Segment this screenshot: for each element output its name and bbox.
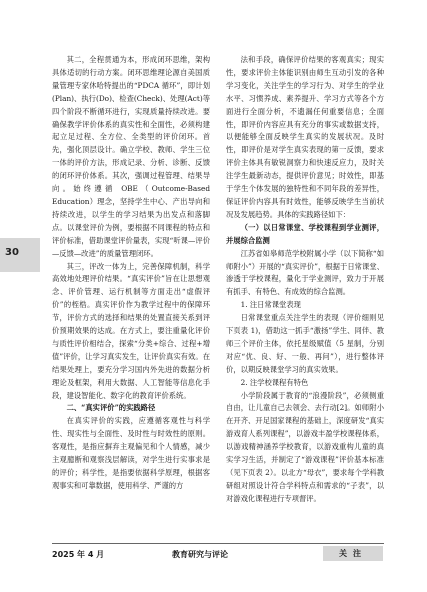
journal-name: 教育研究与评论	[172, 549, 228, 559]
paragraph: 小学阶段属于教育的“浪漫阶段”，必须侧重自由，让儿童自己去领会、去行动[2]。如师附小在开齐、开足国家课程的基础上，深度研发“真实游戏育人系列课程”，以游戏丰盈学校课程体系，以游戏精神涵养学校教育，以游戏重构儿童的真实学习生活，并制定了“游戏课程”评价基本标准（见下页表 2）。以北方“母衣”，要求每个学科教研组对照设计符合学科特点和需求的“子表”，以对游戏化课程进行专项督评。	[226, 390, 384, 503]
subsection-heading: （一）以日常课堂、学校课程到学业测评，并展综合监测	[226, 222, 384, 245]
left-column	[52, 54, 210, 493]
section-heading: 二、“真实评价”的实践路径	[66, 403, 156, 413]
subsubsection-heading: 1. 注日常课堂表现	[240, 300, 301, 310]
subsubsection-heading: 2. 注学校课程有特色	[240, 377, 309, 387]
footer-divider	[52, 543, 384, 544]
paragraph: 其三，评改一体为上，完善保障机制，科学高效地处理评价结果。“真实评价”旨在让思想观念、评价管理、运行机制等方面走出“虚假评价”的桎梏。真实评价作为教学过程中的保障环节，评价方式的选择和结果的处置直接关系到评价预期效果的达成。在方式上，要注重量化评价与质性评价相结合，探索“分类+综合、过程+增值”评价，让学习真实发生，让评价真实有效。在结果处理上，要充分学习国内外先进的数据分析理论及框架，利用大数据、人工智能等信息化手段，建设智能化、数字化的教育评价系统。	[52, 261, 210, 400]
paragraph: 在真实评价的实践，应遵循客观性与科学性、现实性与全面性、及时性与时效性的原则。客观性，是指应摒弃主观偏见和个人情感，减少主观臆断和观察浅层解读，对学生进行实事求是的评价；科学性，是指要依据科学原理，根据客观事实和可靠数据，使用科学、严谨的方	[52, 416, 210, 490]
paragraph: 法和手段，确保评价结果的客观真实；现实性，要求评价主体能识别由师生互动引发的各种学习变化，关注学生的学习行为、对学生的学业水平、习惯养成、素养提升、学习方式等各个方面进行全面分析，不遗漏任何重要信息；全面性，即评价内容应具有充分的事实或数据支持，以便能够全面反映学生真实的发展状况。及时性，即评价是对学生真实表现的第一反馈，要求评价主体具有敏锐洞察力和快速反应力，及时关注学生最新动态，提供评价意见；时效性，即基于学生个体发展的独特性和不同年段的差异性，保证评价内容具有时效性，能够反映学生当前状况及发展趋势。具体的实践路径如下：	[226, 55, 384, 219]
right-column	[226, 54, 384, 506]
section-label: 关注	[323, 546, 383, 561]
paragraph: 其二，全程贯通为本，形成闭环思维，架构具体适切的行动方案。闭环思维理论源自美国质量管理专家休哈特提出的“PDCA 循环”，即计划(Plan)、执行(Do)、检查(Check)、处理(Act)等四个阶段不断循环进行，实现质量持续改进。要确保教学评价体系的真实性和全面性，必须构建起立足过程、全方位、全类型的评价闭环。首先，强化顶层设计。确立学校、教师、学生三位一体的评价方法，形成记录、分析、诊断、反馈的闭环评价体系。其次，强调过程管理、结果导向。始终遵循 OBE（Outcome-Based Education）理念，坚持学生中心、产出导向和持续改进，以学生的学习结果为出发点和落脚点。以课堂评价为例，要根据不同课程的特点和评价标准，借助课堂评价量表，实现“听课—评价—反馈—改进”的质量管理闭环。	[52, 55, 210, 258]
issue-date: 2025 年 4 月	[52, 550, 105, 559]
paragraph: 江苏省如皋师范学校附属小学（以下简称“如师附小”）开展的“真实评价”，根据于日常课堂、渗透于学校课程，量化于学业测评，致力于开展有抓手、有特色、有成效的综合监测。	[226, 248, 384, 297]
page-number: 30	[5, 247, 19, 258]
paragraph: 日常课堂重点关注学生的表现（评价细则见下页表 1)，借助这一抓手“激扬”学生、同伴、教师三个评价主体，依托星级赋值（5 星制，分别对应“优、良、好、一般、再问”），进行整体评价，以期反映课堂学习的真实效果。	[226, 313, 384, 374]
page-number-tab	[0, 238, 40, 272]
